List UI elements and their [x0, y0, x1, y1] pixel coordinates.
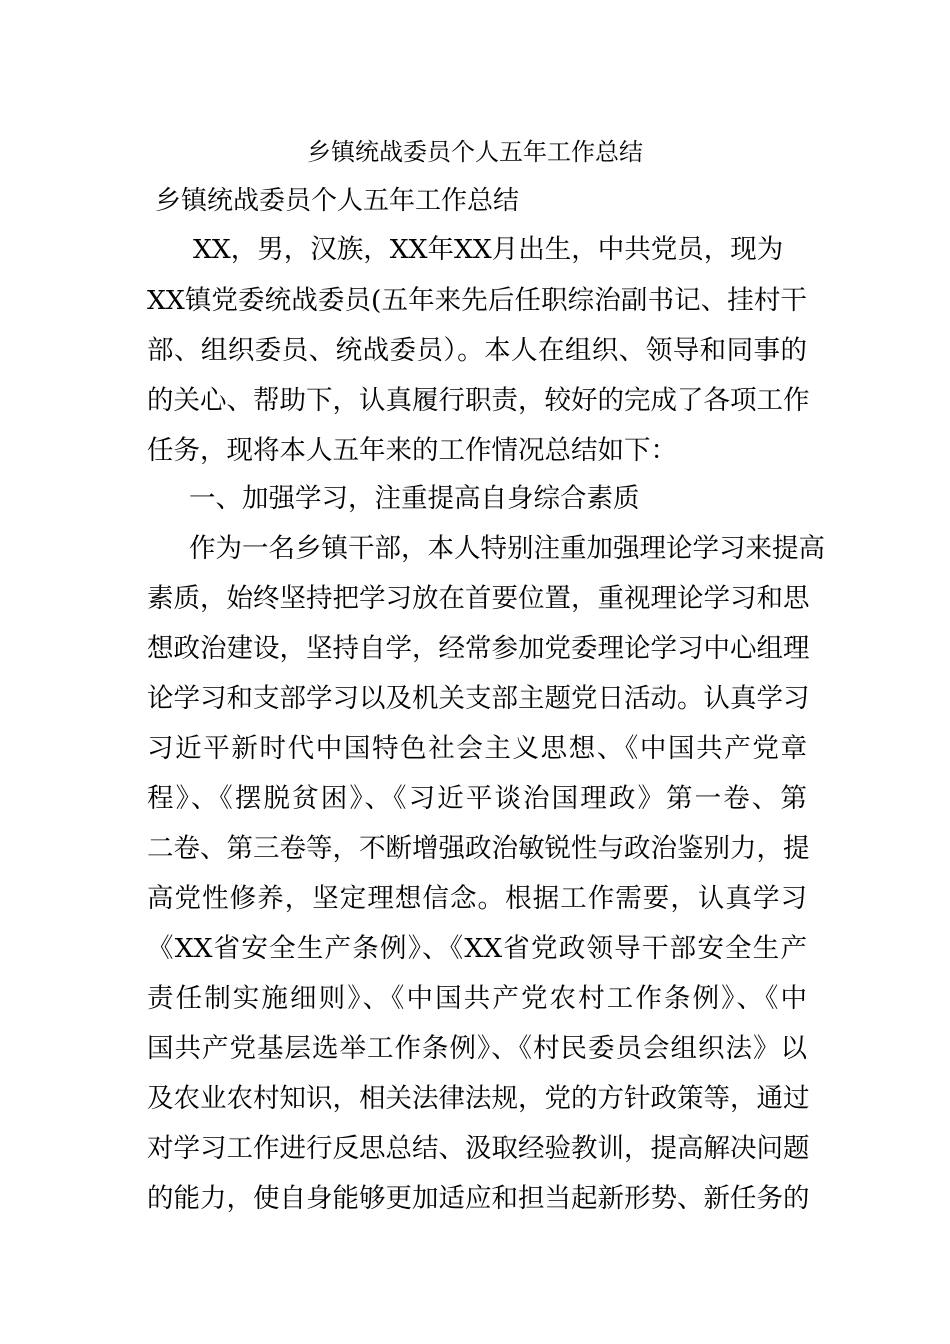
- paragraph-line: 任务，现将本人五年来的工作情况总结如下：: [147, 435, 677, 466]
- paragraph-line: 想政治建设，坚持自学，经常参加党委理论学习中心组理: [147, 633, 810, 664]
- paragraph-line: 的关心、帮助下，认真履行职责，较好的完成了各项工作: [147, 385, 810, 416]
- paragraph-line: 部、组织委员、统战委员）。本人在组织、领导和同事的: [147, 335, 807, 366]
- paragraph-line: 《XX省安全生产条例》、《XX省党政领导干部安全生产: [147, 933, 807, 964]
- paragraph-line: 责任制实施细则》、《中国共产党农村工作条例》、《中: [147, 983, 807, 1014]
- document-subtitle: 乡镇统战委员个人五年工作总结: [155, 186, 520, 216]
- paragraph-line: 作为一名乡镇干部，本人特别注重加强理论学习来提高: [189, 533, 825, 564]
- paragraph-line: 习近平新时代中国特色社会主义思想、《中国共产党章: [147, 733, 807, 764]
- paragraph-line: 论学习和支部学习以及机关支部主题党日活动。认真学习: [147, 683, 810, 714]
- paragraph-line: XX镇党委统战委员(五年来先后任职综治副书记、挂村干: [147, 285, 807, 316]
- paragraph-line: 及农业农村知识，相关法律法规，党的方针政策等，通过: [147, 1083, 810, 1114]
- paragraph-line: 素质，始终坚持把学习放在首要位置，重视理论学习和思: [147, 583, 810, 614]
- paragraph-line: 程》、《摆脱贫困》、《习近平谈治国理政》第一卷、第: [147, 783, 807, 814]
- paragraph-line: XX，男，汉族，XX年XX月出生，中共党员，现为: [193, 234, 784, 265]
- section-heading: 一、加强学习，注重提高自身综合素质: [189, 483, 640, 514]
- paragraph-line: 对学习工作进行反思总结、汲取经验教训，提高解决问题: [147, 1133, 810, 1164]
- paragraph-line: 高党性修养，坚定理想信念。根据工作需要，认真学习: [147, 883, 807, 914]
- paragraph-line: 二卷、第三卷等，不断增强政治敏锐性与政治鉴别力，提: [147, 833, 810, 864]
- paragraph-line: 的能力，使自身能够更加适应和担当起新形势、新任务的: [147, 1183, 810, 1214]
- document-title: 乡镇统战委员个人五年工作总结: [307, 138, 643, 166]
- paragraph-line: 国共产党基层选举工作条例》、《村民委员会组织法》以: [147, 1033, 807, 1064]
